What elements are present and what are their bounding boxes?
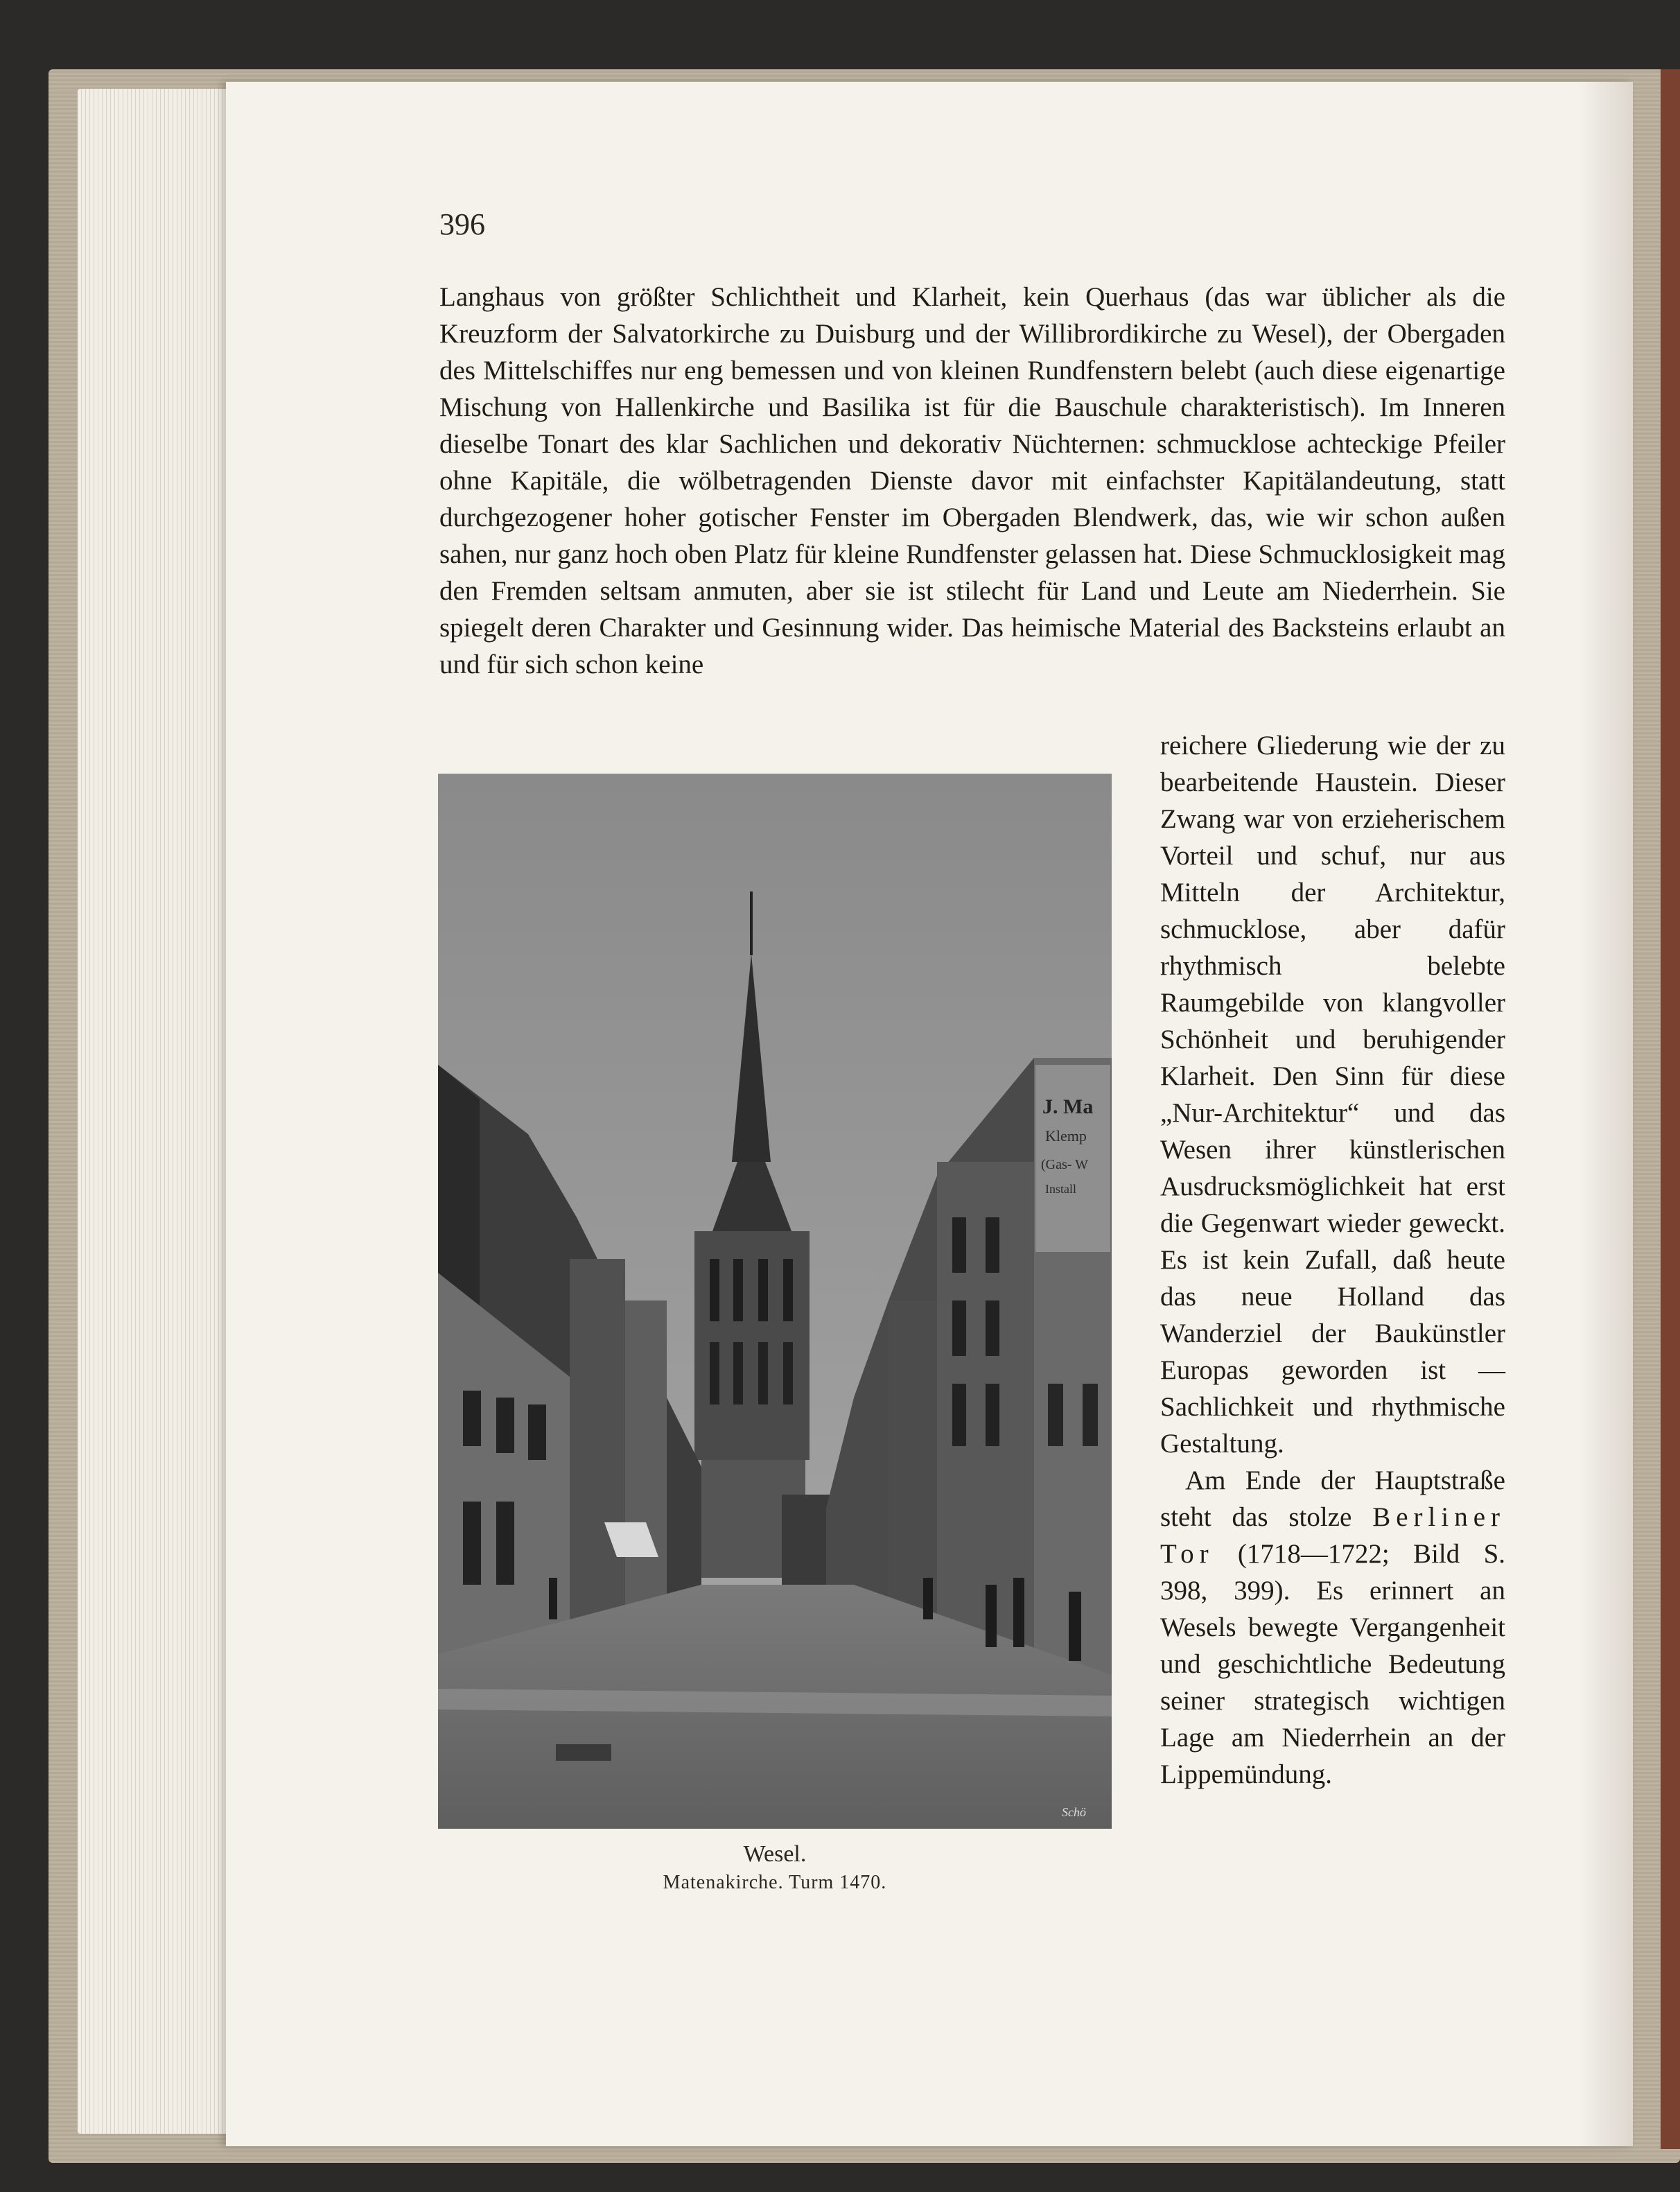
paragraph: Langhaus von größter Schlichtheit und Klarheit, kein Querhaus (das war üblicher als die Kreuzform der Salvatorkirche zu Duisburg und der Willibrordikirche zu Wesel), der Obergaden des Mittelschiffes nur eng bemessen und von kleinen Rundfenstern belebt (auch diese eigenartige Mischung von Hallenkirche und Basilika ist für die Bauschule charakteristisch). Im Inneren dieselbe Tonart des klar Sachlichen und dekorativ Nüchternen: schmucklose achteckige Pfeiler ohne Kapitäle, die wölbetragenden Dienste davor mit einfachster Kapitälandeutung, statt durchgezogener hoher gotischer Fenster im Obergaden Blendwerk, das, wie wir schon außen sahen, nur ganz hoch oben Platz für kleine Rundfenster gelassen hat. Diese Schmucklosigkeit mag den Fremden seltsam anmuten, aber sie ist stilecht für Land und Leute am Niederrhein. Sie spiegelt deren Charakter und Gesinnung wider. Das heimische Material des Backsteins erlaubt an und für sich schon keine (439, 282, 1505, 679)
side-paragraph-2 (1160, 1462, 1505, 1793)
street-photo (438, 774, 1112, 1829)
cover-spine-edge (1661, 69, 1680, 2149)
shop-sign-line-3: (Gas- W (1041, 1157, 1088, 1172)
side-paragraph-2-end: (1718—1722; Bild S. 398, 399). Es erinnert an Wesels bewegte Vergangenheit und geschichtliche Bedeutung seiner strategisch wichtigen Lage am Niederrhein an der Lippemündung. (1160, 1539, 1506, 1789)
figure-caption-title: Wesel. (743, 1841, 807, 1867)
shop-sign-line-4: Install (1045, 1182, 1076, 1196)
shop-sign-line-1: J. Ma (1042, 1095, 1094, 1118)
main-text (439, 279, 1505, 683)
shop-sign-line-2: Klemp (1045, 1127, 1087, 1145)
side-paragraph: reichere Gliederung wie der zu bearbeitende Haustein. Dieser Zwang war von erzieherischem Vorteil und schuf, nur aus Mitteln der Architektur, schmucklose, aber dafür rhythmisch belebte Raumgebilde von klangvoller Schönheit und beruhigender Klarheit. Den Sinn für diese „Nur-Architektur“ und das Wesen ihrer künstlerischen Ausdrucksmöglichkeit hat erst die Gegenwart wieder geweckt. Es ist kein Zufall, daß heute das neue Holland das Wanderziel der Baukünstler Europas geworden ist — Sachlichkeit und rhythmische Gestaltung. (1160, 731, 1505, 1459)
side-column-text (1160, 727, 1505, 1793)
berliner-tor-spaced: Berliner Tor (1160, 1502, 1505, 1569)
page-gutter-shadow (1577, 82, 1633, 2146)
side-paragraph-2-start: Am Ende der Hauptstraße steht das stolze (1160, 1465, 1505, 1532)
page-edges (78, 89, 230, 2134)
page-number: 396 (439, 207, 485, 241)
figure-caption-subtitle: Matenakirche. Turm 1470. (663, 1872, 887, 1893)
figure (438, 774, 1112, 1894)
photographer-mark: Schö (1062, 1805, 1086, 1819)
book-page (226, 82, 1633, 2146)
street-photo-drawing (438, 774, 1112, 1829)
